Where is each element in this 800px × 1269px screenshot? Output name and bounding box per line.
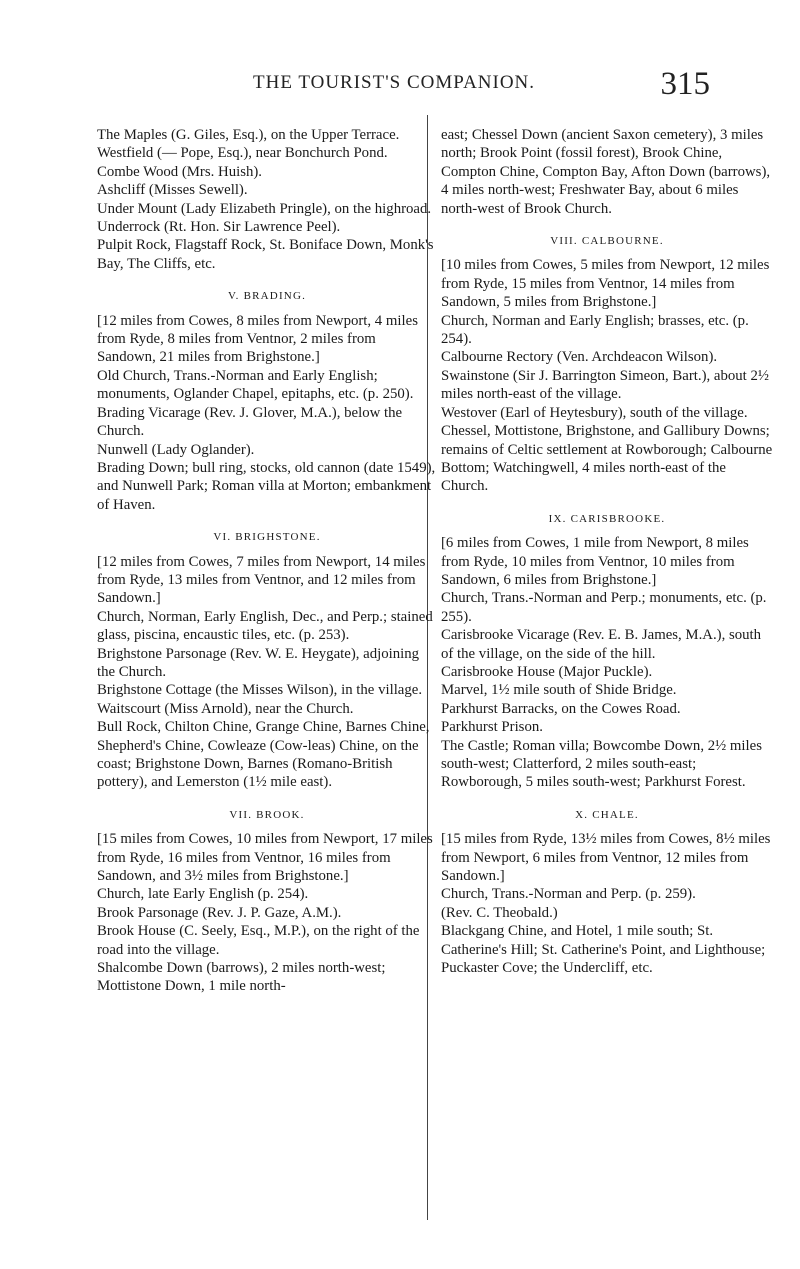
entry: Carisbrooke Vicarage (Rev. E. B. James, M.A.), south of the village, on the side of the hill. xyxy=(441,627,762,662)
section-heading-chale: X. CHALE. xyxy=(575,808,639,821)
entry: Nunwell (Lady Oglander). xyxy=(97,441,255,458)
entry: Calbourne Rectory (Ven. Archdeacon Wilson). xyxy=(441,349,718,366)
section-heading-carisbrooke: IX. CARISBROOKE. xyxy=(548,512,666,525)
entry: Carisbrooke House (Major Puckle). xyxy=(441,663,653,680)
section-heading-brook: VII. BROOK. xyxy=(229,808,305,821)
entry: Pulpit Rock, Flagstaff Rock, St. Boniface Down, Monk's Bay, The Cliffs, etc. xyxy=(97,237,434,272)
entry: Church, Norman, Early English, Dec., and Perp.; stained glass, piscina, encaustic tiles, etc. (p. 253). xyxy=(97,608,433,644)
entry: Church, late Early English (p. 254). xyxy=(97,886,309,903)
entry: Brading Down; bull ring, stocks, old cannon (date 1549), and Nunwell Park; Roman villa at Morton; embankment of Haven. xyxy=(97,459,436,513)
entry: Marvel, 1½ mile south of Shide Bridge. xyxy=(441,682,677,699)
distances-note: [10 miles from Cowes, 5 miles from Newport, 12 miles from Ryde, 15 miles from Ventnor, 14 miles from Sandown, 5 miles from Brighstone.] xyxy=(441,257,770,311)
page-header xyxy=(0,66,800,106)
entry: Old Church, Trans.-Norman and Early English; monuments, Oglander Chapel, epitaphs, etc. (p. 250). xyxy=(97,367,414,403)
right-column xyxy=(441,126,773,977)
distances-note: [6 miles from Cowes, 1 mile from Newport, 8 miles from Ryde, 10 miles from Ventnor, 10 miles from Sandown, 6 miles from Brighstone.] xyxy=(441,535,749,588)
entry: Westfield (— Pope, Esq.), near Bonchurch Pond. xyxy=(97,145,388,162)
entry: Church, Trans.-Norman and Perp.; monuments, etc. (p. 255). xyxy=(441,590,767,625)
left-column xyxy=(97,126,437,996)
distances-note: [12 miles from Cowes, 8 miles from Newport, 4 miles from Ryde, 8 miles from Ventnor, 2 miles from Sandown, 21 miles from Brighstone.] xyxy=(97,312,418,366)
entry: Westover (Earl of Heytesbury), south of the village. xyxy=(441,404,748,421)
page-number: 315 xyxy=(660,66,710,102)
section-heading-brighstone: VI. BRIGHSTONE. xyxy=(213,531,321,544)
section-heading-calbourne: VIII. CALBOURNE. xyxy=(550,235,664,248)
entry: The Castle; Roman villa; Bowcombe Down, 2½ miles south-west; Clatterford, 2 miles south-east; Rowborough, 5 miles south-west; Parkhurst Forest. xyxy=(441,737,762,791)
entry: Shalcombe Down (barrows), 2 miles north-west; Mottistone Down, 1 mile north- xyxy=(97,960,386,995)
entry: Combe Wood (Mrs. Huish). xyxy=(97,163,262,180)
entry: The Maples (G. Giles, Esq.), on the Upper Terrace. xyxy=(97,127,400,143)
entry: Church, Norman and Early English; brasses, etc. (p. 254). xyxy=(441,312,749,348)
entry: Blackgang Chine, and Hotel, 1 mile south; St. Catherine's Hill; St. Catherine's Point, and Lighthouse; Puckaster Cove; the Undercliff, etc. xyxy=(441,923,766,977)
running-title: THE TOURIST'S COMPANION. xyxy=(253,72,536,93)
entry: Brook House (C. Seely, Esq., M.P.), on the right of the road into the village. xyxy=(97,923,420,958)
entry: Chessel, Mottistone, Brighstone, and Gallibury Downs; remains of Celtic settlement at Rowborough; Calbourne Bottom; Watchingwell, 4 miles north-east of the Church. xyxy=(441,423,773,495)
entry: Church, Trans.-Norman and Perp. (p. 259). xyxy=(441,886,696,903)
entry-continued: east; Chessel Down (ancient Saxon cemetery), 3 miles north; Brook Point (fossil forest), Brook Chine, Compton Chine, Compton Bay, Afton Down (barrows), 4 miles north-west; Freshwater Bay, about 6 miles north-west of Brook Church. xyxy=(441,127,771,217)
distances-note: [15 miles from Ryde, 13½ miles from Cowes, 8½ miles from Newport, 6 miles from Ventnor, 12 miles from Sandown.] xyxy=(441,831,771,885)
entry: Brading Vicarage (Rev. J. Glover, M.A.), below the Church. xyxy=(97,404,403,440)
section-heading-brading: V. BRADING. xyxy=(227,290,307,303)
entry: Swainstone (Sir J. Barrington Simeon, Bart.), about 2½ miles north-east of the village. xyxy=(441,367,769,403)
entry: Parkhurst Prison. xyxy=(441,719,543,736)
entry: Waitscourt (Miss Arnold), near the Church. xyxy=(97,700,354,717)
entry: Ashcliff (Misses Sewell). xyxy=(97,182,248,199)
entry: Parkhurst Barracks, on the Cowes Road. xyxy=(441,700,681,717)
distances-note: [15 miles from Cowes, 10 miles from Newport, 17 miles from Ryde, 16 miles from Ventnor, 16 miles from Sandown, and 3½ miles from Brighstone.] xyxy=(97,831,433,885)
distances-note: [12 miles from Cowes, 7 miles from Newport, 14 miles from Ryde, 13 miles from Ventnor, and 12 miles from Sandown.] xyxy=(97,553,426,607)
entry: Underrock (Rt. Hon. Sir Lawrence Peel). xyxy=(97,219,341,236)
entry: Brighstone Cottage (the Misses Wilson), in the village. xyxy=(97,682,423,699)
entry: (Rev. C. Theobald.) xyxy=(441,904,558,921)
entry: Under Mount (Lady Elizabeth Pringle), on the highroad. xyxy=(97,200,432,217)
entry: Brighstone Parsonage (Rev. W. E. Heygate), adjoining the Church. xyxy=(97,645,420,680)
entry: Bull Rock, Chilton Chine, Grange Chine, Barnes Chine, Shepherd's Chine, Cowleaze (Cow-leas) Chine, on the coast; Brighstone Down, Barnes (Romano-British pottery), and Lemerston (1½ mile east). xyxy=(97,719,430,791)
entry: Brook Parsonage (Rev. J. P. Gaze, A.M.). xyxy=(97,904,342,921)
